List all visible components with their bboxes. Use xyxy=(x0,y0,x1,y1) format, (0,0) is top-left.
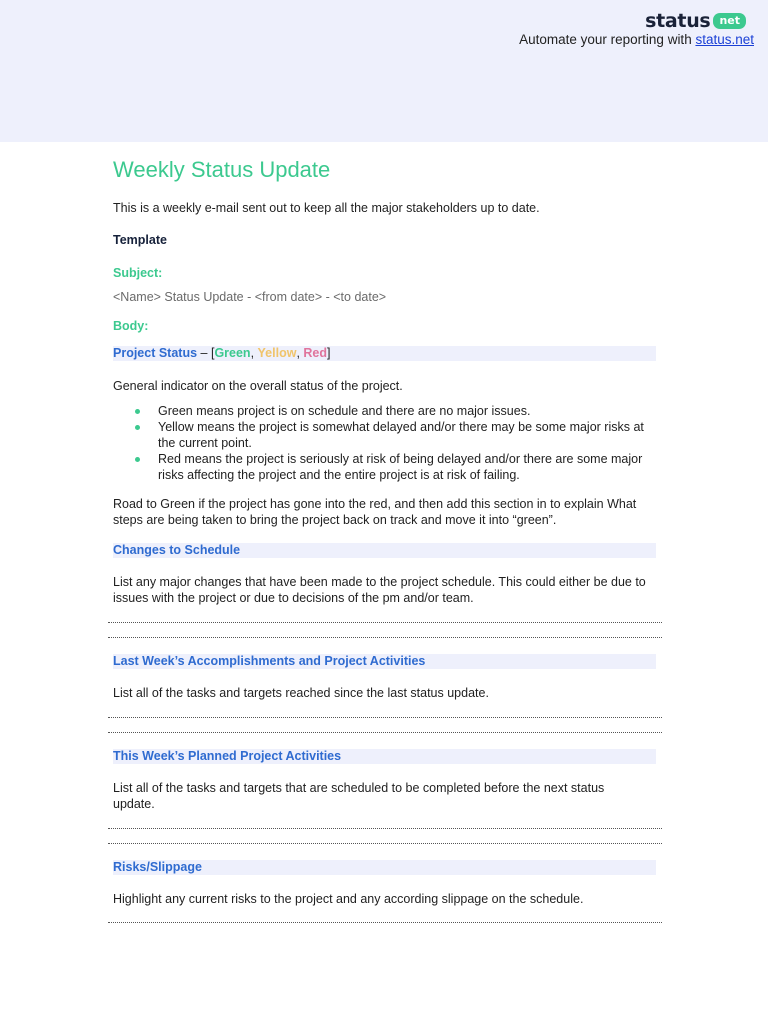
tagline-text: Automate your reporting with xyxy=(519,32,696,47)
divider xyxy=(108,622,662,623)
list-item: Green means project is on schedule and there are no major issues. xyxy=(133,403,663,419)
this-week-heading: This Week’s Planned Project Activities xyxy=(113,749,656,764)
risks-text: Highlight any current risks to the project and any according slippage on the schedule. xyxy=(113,892,584,906)
status-net-link[interactable]: status.net xyxy=(695,32,754,47)
list-item: Red means the project is seriously at risk of being delayed and/or there are some major risks affecting the project and the entire project is at risk of failing. xyxy=(133,451,663,483)
last-week-heading: Last Week’s Accomplishments and Project Activities xyxy=(113,654,656,669)
subject-value: <Name> Status Update - <from date> - <to date> xyxy=(113,290,387,304)
logo-badge: net xyxy=(713,13,746,29)
divider xyxy=(108,732,662,733)
status-yellow: Yellow xyxy=(257,346,297,360)
divider xyxy=(108,922,662,923)
this-week-text: List all of the tasks and targets that are scheduled to be completed before the next status update. xyxy=(113,781,605,811)
divider xyxy=(108,843,662,844)
status-comma: , xyxy=(296,346,304,360)
subject-label: Subject: xyxy=(113,266,163,280)
divider xyxy=(108,637,662,638)
status-bracket: ] xyxy=(327,346,331,360)
status-general-text: General indicator on the overall status of the project. xyxy=(113,379,403,393)
divider xyxy=(108,828,662,829)
intro-text: This is a weekly e-mail sent out to keep all the major stakeholders up to date. xyxy=(113,201,540,215)
tagline xyxy=(519,32,754,47)
body-label: Body: xyxy=(113,319,149,333)
status-net-logo[interactable] xyxy=(645,10,746,32)
changes-text: List any major changes that have been made to the project schedule. This could either be due to issues with the project or due to decisions of the pm and/or team. xyxy=(113,575,646,605)
changes-heading: Changes to Schedule xyxy=(113,543,656,558)
status-red: Red xyxy=(303,346,328,360)
status-green: Green xyxy=(214,346,251,360)
template-label: Template xyxy=(113,233,167,247)
page-title: Weekly Status Update xyxy=(113,157,331,182)
divider xyxy=(108,717,662,718)
logo-wordmark: status xyxy=(645,10,711,32)
list-item: Yellow means the project is somewhat delayed and/or there may be some major risks at the current point. xyxy=(133,419,663,451)
road-to-green-text: Road to Green if the project has gone into the red, and then add this section in to explain What steps are being taken to bring the project back on track and move it into “green”. xyxy=(113,497,637,527)
last-week-text: List all of the tasks and targets reached since the last status update. xyxy=(113,686,489,700)
status-comma: , xyxy=(250,346,258,360)
status-bullet-list xyxy=(133,403,663,483)
project-status-title: Project Status xyxy=(113,346,198,360)
project-status-heading xyxy=(113,346,656,361)
status-dash: – [ xyxy=(197,346,215,360)
header-banner xyxy=(0,0,768,142)
risks-heading: Risks/Slippage xyxy=(113,860,656,875)
